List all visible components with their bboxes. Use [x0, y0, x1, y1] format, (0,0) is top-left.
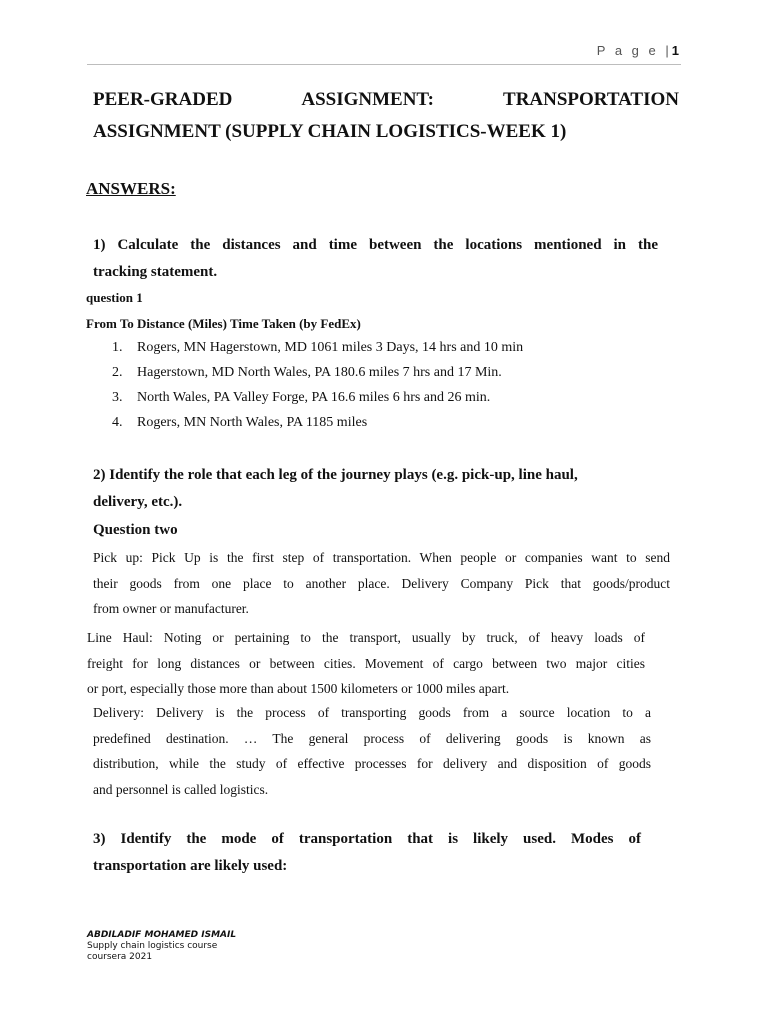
footer-author: ABDILADIF MOHAMED ISMAIL [87, 930, 237, 940]
delivery-line-3: distribution, while the study of effective processes for delivery and disposition of goods [93, 756, 651, 771]
question-2-label: Question two [93, 522, 178, 538]
page-number-label [597, 43, 679, 58]
list-item-number: 1. [112, 340, 123, 355]
question-2-heading [93, 462, 658, 516]
distance-table-header: From To Distance (Miles) Time Taken (by FedEx) [86, 316, 361, 331]
delivery-line-4: and personnel is called logistics. [93, 781, 269, 797]
delivery-paragraph [93, 700, 651, 802]
title-word-2: ASSIGNMENT: [301, 89, 435, 110]
title-word-3: TRANSPORTATION [503, 89, 679, 110]
title-line-1 [93, 84, 679, 116]
linehaul-paragraph [87, 625, 645, 702]
list-item [112, 415, 523, 440]
document-title [93, 84, 679, 148]
list-item-text: Rogers, MN Hagerstown, MD 1061 miles 3 Days, 14 hrs and 10 min [137, 340, 524, 355]
footer-platform: coursera 2021 [87, 952, 153, 962]
pickup-line-1: Pick up: Pick Up is the first step of transportation. When people or companies want to send [93, 550, 670, 565]
question-1-heading [93, 232, 658, 286]
page-number: 1 [671, 43, 679, 58]
list-item-text: Hagerstown, MD North Wales, PA 180.6 miles 7 hrs and 17 Min. [137, 365, 502, 380]
page-footer [87, 930, 236, 963]
question-2-line-1: 2) Identify the role that each leg of the journey plays (e.g. pick-up, line haul, [93, 467, 578, 483]
question-1-label: question 1 [86, 290, 143, 305]
question-2-line-2: delivery, etc.). [93, 494, 183, 510]
delivery-line-2: predefined destination. … The general process of delivering goods is known as [93, 730, 651, 746]
question-1-line-1: 1) Calculate the distances and time between the locations mentioned in the [93, 237, 658, 253]
question-1-line-2: tracking statement. [93, 264, 218, 280]
pickup-line-3: from owner or manufacturer. [93, 601, 249, 616]
linehaul-line-3: or port, especially those more than about 1500 kilometers or 1000 miles apart. [87, 681, 510, 696]
header-rule [87, 64, 681, 65]
footer-course: Supply chain logistics course [87, 941, 218, 951]
list-item [112, 340, 523, 365]
distance-list [112, 340, 523, 440]
title-word-1: PEER-GRADED [93, 89, 233, 110]
list-item-text: Rogers, MN North Wales, PA 1185 miles [137, 415, 368, 430]
page-word: P a g e [596, 43, 659, 58]
question-3-line-1: 3) Identify the mode of transportation that is likely used. Modes of [93, 831, 641, 847]
page-header [0, 0, 768, 64]
list-item-text: North Wales, PA Valley Forge, PA 16.6 miles 6 hrs and 26 min. [137, 390, 491, 405]
list-item [112, 365, 523, 390]
pickup-line-2: their goods from one place to another place. Delivery Company Pick that goods/product [93, 575, 670, 591]
question-3-heading [93, 826, 641, 880]
list-item [112, 390, 523, 415]
pickup-paragraph [93, 545, 670, 622]
linehaul-line-2: freight for long distances or between cities. Movement of cargo between two major cities [87, 655, 645, 671]
title-line-2: ASSIGNMENT (SUPPLY CHAIN LOGISTICS-WEEK 1) [93, 121, 567, 142]
list-item-number: 4. [112, 415, 123, 430]
list-item-number: 2. [112, 365, 123, 380]
linehaul-line-1: Line Haul: Noting or pertaining to the transport, usually by truck, of heavy loads of [87, 630, 645, 645]
question-3-line-2: transportation are likely used: [93, 858, 288, 874]
delivery-line-1: Delivery: Delivery is the process of transporting goods from a source location to a [93, 705, 651, 720]
page-separator: | [665, 43, 672, 58]
answers-heading: ANSWERS: [86, 179, 176, 198]
list-item-number: 3. [112, 390, 123, 405]
